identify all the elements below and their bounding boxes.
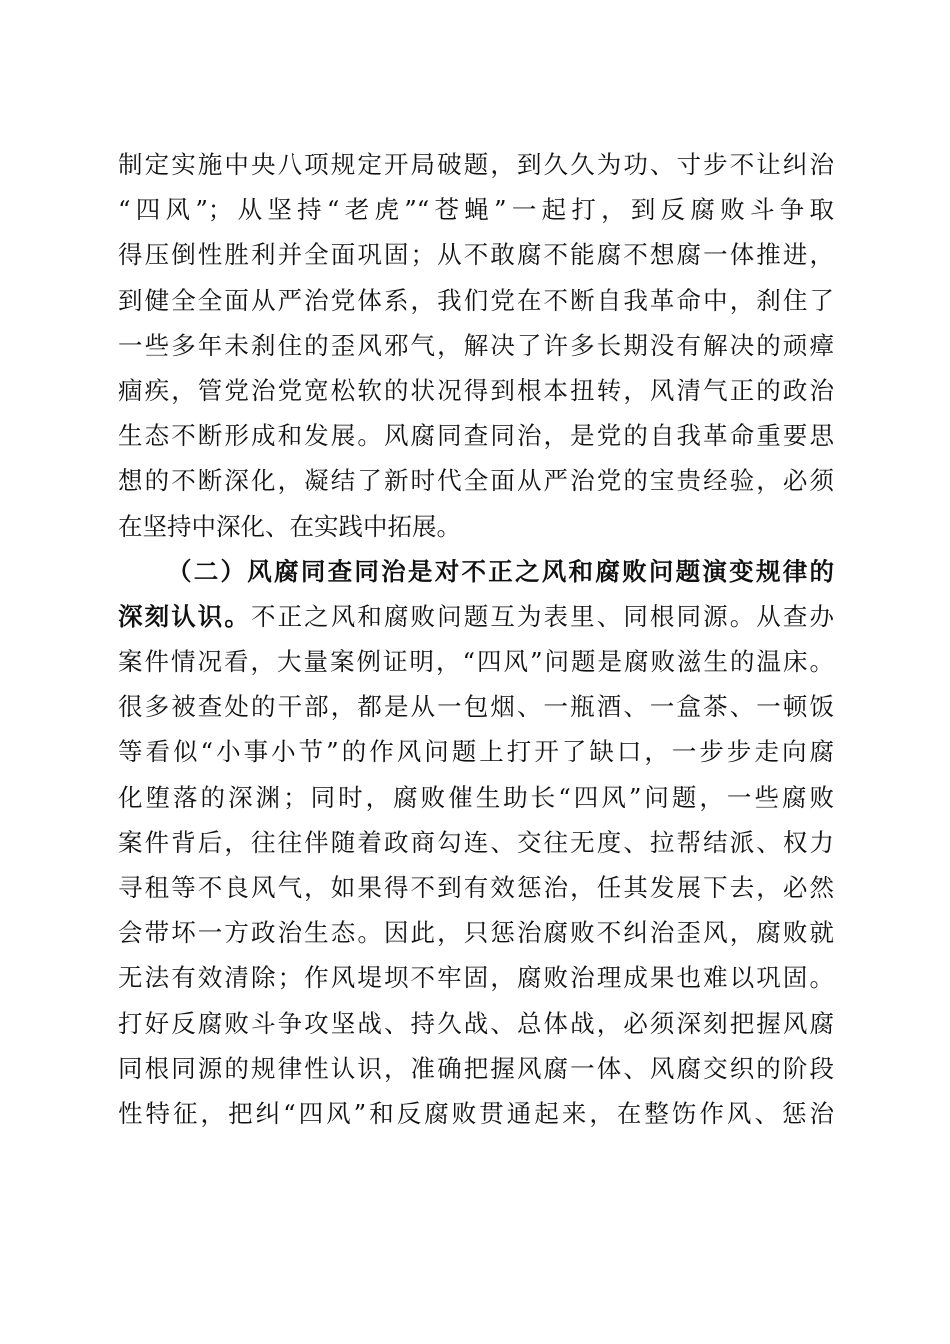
text-line: 案件背后，往往伴随着政商勾连、交往无度、拉帮结派、权力 <box>118 827 834 857</box>
text-line: 寻租等不良风气，如果得不到有效惩治，任其发展下去，必然 <box>118 873 834 902</box>
text-line: 等看似“小事小节”的作风问题上打开了缺口，一步步走向腐 <box>118 737 834 767</box>
text-line: 制定实施中央八项规定开局破题，到久久为功、寸步不让纠治 <box>118 150 834 179</box>
text-line: 案件情况看，大量案例证明，“四风”问题是腐败滋生的温床。 <box>118 647 834 677</box>
text-line: 痼疾，管党治党宽松软的状况得到根本扭转，风清气正的政治 <box>118 375 834 405</box>
text-line: 同根同源的规律性认识，准确把握风腐一体、风腐交织的阶段 <box>118 1053 834 1083</box>
text-line: 在坚持中深化、在实践中拓展。 <box>118 511 461 541</box>
section-heading: （二）风腐同查同治是对不正之风和腐败问题演变规律的 <box>167 556 834 586</box>
text-line: 会带坏一方政治生态。因此，只惩治腐败不纠治歪风，腐败就 <box>118 918 834 948</box>
section-heading-end: 深刻认识。 <box>118 601 251 631</box>
text-line: 无法有效清除；作风堤坝不牢固，腐败治理成果也难以巩固。 <box>118 963 834 993</box>
text-line: 得压倒性胜利并全面巩固；从不敢腐不能腐不想腐一体推进， <box>118 240 834 270</box>
text-line: 化堕落的深渊；同时，腐败催生助长“四风”问题，一些腐败 <box>118 782 834 812</box>
text-line: 很多被查处的干部，都是从一包烟、一瓶酒、一盒茶、一顿饭 <box>118 692 834 722</box>
text-line: 深刻认识。不正之风和腐败问题互为表里、同根同源。从查办 <box>118 601 835 631</box>
text-line: 一些多年未刹住的歪风邪气，解决了许多长期没有解决的顽瘴 <box>118 330 834 360</box>
text-line: 生态不断形成和发展。风腐同查同治，是党的自我革命重要思 <box>118 421 834 451</box>
text-line: “四风”；从坚持“老虎”“苍蝇”一起打，到反腐败斗争取 <box>118 195 834 225</box>
text-line: 打好反腐败斗争攻坚战、持久战、总体战，必须深刻把握风腐 <box>118 1008 834 1038</box>
text-line: 到健全全面从严治党体系，我们党在不断自我革命中，刹住了 <box>118 285 834 315</box>
section-heading-line <box>118 549 834 594</box>
document-body <box>118 142 834 1136</box>
text-line: 想的不断深化，凝结了新时代全面从严治党的宝贵经验，必须 <box>118 466 834 496</box>
text-line: 性特征，把纠“四风”和反腐败贯通起来，在整饬作风、惩治 <box>118 1098 834 1128</box>
